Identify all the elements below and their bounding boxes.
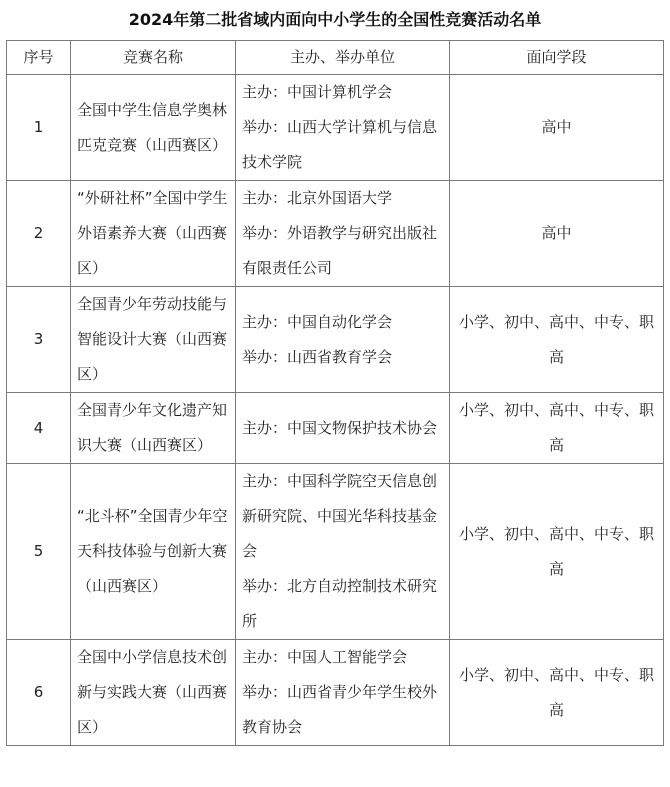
cell-organizers bbox=[236, 287, 450, 393]
cell-competition-name: 全国中小学信息技术创新与实践大赛（山西赛区） bbox=[71, 640, 236, 746]
organizer-label: 主办： bbox=[242, 648, 288, 666]
cell-organizers bbox=[236, 181, 450, 287]
organizer-value: 中国自动化学会 bbox=[287, 312, 393, 331]
organizer-label: 举办： bbox=[242, 347, 288, 366]
organizer-label: 举办： bbox=[242, 683, 288, 701]
cell-no: 2 bbox=[7, 181, 71, 287]
cell-level: 小学、初中、高中、中专、职高 bbox=[450, 393, 664, 464]
cell-competition-name: 全国青少年劳动技能与智能设计大赛（山西赛区） bbox=[71, 287, 236, 393]
organizer-label: 举办： bbox=[242, 577, 288, 595]
organizer-label: 主办： bbox=[242, 472, 288, 490]
organizer-label: 主办： bbox=[242, 83, 288, 101]
cell-competition-name: 全国青少年文化遗产知识大赛（山西赛区） bbox=[71, 393, 236, 464]
organizer-value: 中国科学院空天信息创新研究院、中国光华科技基金会 bbox=[242, 472, 438, 560]
cell-competition-name: “北斗杯”全国青少年空天科技体验与创新大赛（山西赛区） bbox=[71, 464, 236, 640]
header-no: 序号 bbox=[7, 41, 71, 75]
organizer-label: 举办： bbox=[242, 224, 288, 242]
cell-level: 小学、初中、高中、中专、职高 bbox=[450, 287, 664, 393]
header-organizer: 主办、举办单位 bbox=[236, 41, 450, 75]
organizer-line bbox=[242, 569, 443, 639]
organizer-label: 主办： bbox=[242, 312, 288, 331]
organizer-value: 中国文物保护技术协会 bbox=[287, 418, 438, 437]
organizer-value: 中国人工智能学会 bbox=[287, 648, 408, 666]
cell-level: 小学、初中、高中、中专、职高 bbox=[450, 640, 664, 746]
organizer-line bbox=[242, 181, 443, 216]
organizer-label: 主办： bbox=[242, 418, 288, 437]
organizer-value: 北京外国语大学 bbox=[287, 189, 393, 207]
organizer-line bbox=[242, 464, 443, 569]
table-row bbox=[7, 464, 664, 640]
table-row bbox=[7, 287, 664, 393]
organizer-value: 山西省青少年学生校外教育协会 bbox=[242, 683, 438, 736]
cell-level: 高中 bbox=[450, 75, 664, 181]
organizer-line bbox=[242, 675, 443, 745]
cell-competition-name: 全国中学生信息学奥林匹克竞赛（山西赛区） bbox=[71, 75, 236, 181]
organizer-line bbox=[242, 110, 443, 180]
table-row bbox=[7, 75, 664, 181]
cell-no: 6 bbox=[7, 640, 71, 746]
organizer-value: 外语教学与研究出版社有限责任公司 bbox=[242, 224, 438, 277]
organizer-line bbox=[242, 305, 443, 340]
organizer-line bbox=[242, 216, 443, 286]
cell-organizers bbox=[236, 393, 450, 464]
organizer-line bbox=[242, 340, 443, 375]
header-name: 竞赛名称 bbox=[71, 41, 236, 75]
cell-no: 1 bbox=[7, 75, 71, 181]
cell-organizers bbox=[236, 75, 450, 181]
cell-competition-name: “外研社杯”全国中学生外语素养大赛（山西赛区） bbox=[71, 181, 236, 287]
organizer-value: 中国计算机学会 bbox=[287, 83, 393, 101]
cell-level: 小学、初中、高中、中专、职高 bbox=[450, 464, 664, 640]
organizer-line bbox=[242, 75, 443, 110]
cell-organizers bbox=[236, 640, 450, 746]
cell-no: 4 bbox=[7, 393, 71, 464]
cell-no: 3 bbox=[7, 287, 71, 393]
organizer-line bbox=[242, 640, 443, 675]
table-header-row bbox=[7, 41, 664, 75]
organizer-label: 举办： bbox=[242, 118, 288, 136]
page-title: 2024年第二批省域内面向中小学生的全国性竞赛活动名单 bbox=[128, 10, 542, 29]
organizer-label: 主办： bbox=[242, 189, 288, 207]
header-level: 面向学段 bbox=[450, 41, 664, 75]
organizer-line bbox=[242, 411, 443, 446]
table-row bbox=[7, 640, 664, 746]
competition-table bbox=[6, 40, 664, 746]
organizer-value: 山西省教育学会 bbox=[287, 347, 393, 366]
cell-no: 5 bbox=[7, 464, 71, 640]
organizer-value: 山西大学计算机与信息技术学院 bbox=[242, 118, 438, 171]
table-row bbox=[7, 181, 664, 287]
organizer-value: 北方自动控制技术研究所 bbox=[242, 577, 438, 630]
table-row bbox=[7, 393, 664, 464]
cell-level: 高中 bbox=[450, 181, 664, 287]
cell-organizers bbox=[236, 464, 450, 640]
